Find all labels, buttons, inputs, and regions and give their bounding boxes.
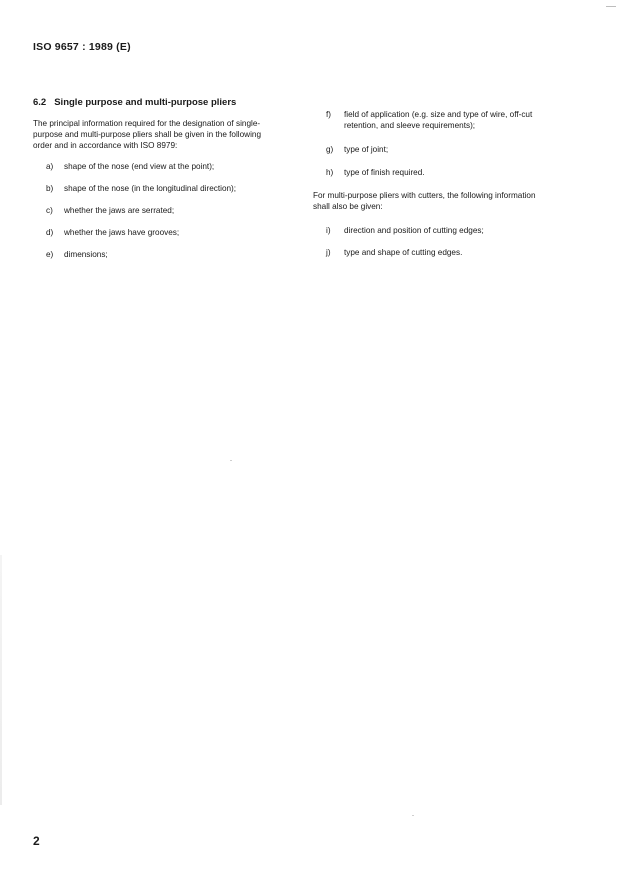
list-item-i: [326, 225, 484, 236]
section-heading: [33, 97, 236, 108]
item-text: shape of the nose (end view at the point);: [64, 162, 215, 171]
list-item-d: [46, 227, 179, 238]
intro-line: The principal information required for the designation of single-: [33, 119, 261, 128]
list-item-a: [46, 161, 214, 172]
item-text: shape of the nose (in the longitudinal direction);: [64, 184, 237, 193]
item-label: e): [46, 250, 54, 259]
intro-line: order and in accordance with ISO 8979:: [33, 141, 178, 150]
scan-speck: [230, 460, 232, 461]
item-text: type and shape of cutting edges.: [344, 248, 463, 257]
item-label: j): [326, 248, 331, 257]
scan-speck: [412, 815, 414, 816]
item-text: dimensions;: [64, 250, 108, 259]
list-item-b: [46, 183, 236, 194]
item-text: type of joint;: [344, 145, 389, 154]
item-label: f): [326, 110, 332, 119]
item-label: i): [326, 226, 331, 235]
item-text: type of finish required.: [344, 168, 425, 177]
item-label: b): [46, 184, 54, 193]
list-item-g: [326, 144, 388, 155]
document-header: ISO 9657 : 1989 (E): [33, 41, 131, 53]
list-item-j: [326, 247, 462, 258]
intro-paragraph: [33, 118, 293, 151]
item-label: h): [326, 168, 334, 177]
item-label: d): [46, 228, 54, 237]
list-item-c: [46, 205, 174, 216]
item-text: whether the jaws are serrated;: [64, 206, 175, 215]
page-number: 2: [33, 834, 40, 848]
intro-line: purpose and multi-purpose pliers shall be given in the following: [33, 130, 262, 139]
list-item-f: [326, 109, 576, 131]
cutters-paragraph: [313, 190, 575, 212]
section-number: 6.2: [33, 97, 47, 108]
cutters-line: For multi-purpose pliers with cutters, the following information: [313, 191, 536, 200]
list-item-h: [326, 167, 425, 178]
item-text: field of application (e.g. size and type of wire, off-cut: [344, 110, 533, 119]
section-title-text: Single purpose and multi-purpose pliers: [54, 97, 237, 108]
scan-shadow: [0, 555, 2, 805]
scan-mark: [606, 6, 616, 7]
item-text: whether the jaws have grooves;: [64, 228, 180, 237]
item-label: g): [326, 145, 334, 154]
list-item-e: [46, 249, 108, 260]
item-label: c): [46, 206, 53, 215]
item-text: direction and position of cutting edges;: [344, 226, 484, 235]
item-text-continued: retention, and sleeve requirements);: [344, 121, 476, 130]
cutters-line: shall also be given:: [313, 202, 383, 211]
item-label: a): [46, 162, 54, 171]
